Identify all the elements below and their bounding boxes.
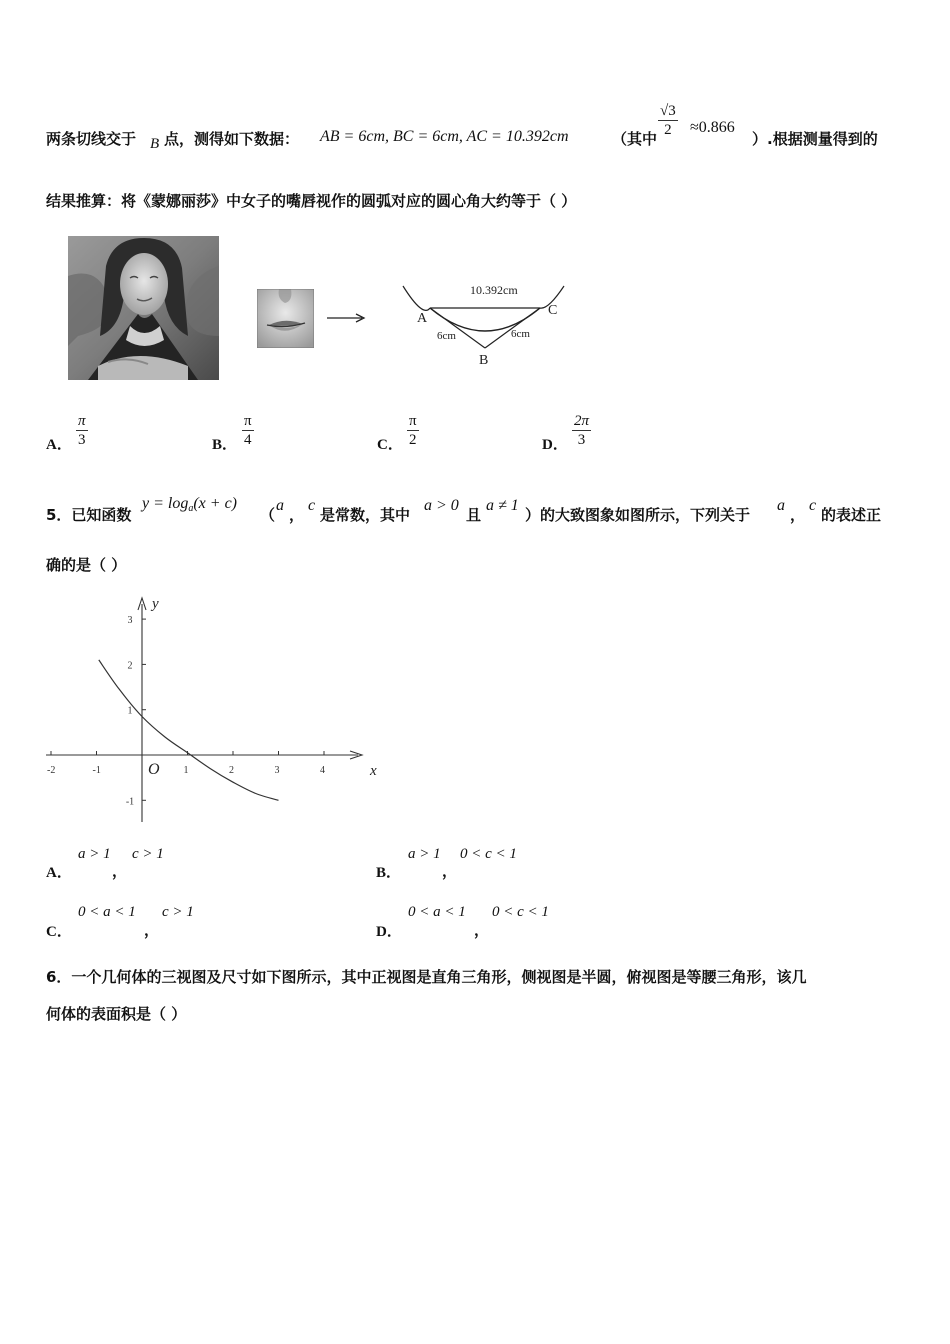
q4-line2: 结果推算：将《蒙娜丽莎》中女子的嘴唇视作的圆弧对应的圆心角大约等于（ ） bbox=[46, 192, 577, 210]
q5-option-b-sep: ， bbox=[442, 862, 458, 880]
q4-option-a-label: A． bbox=[46, 437, 72, 453]
q4-option-a-den: 3 bbox=[78, 432, 86, 448]
label-point-c: C bbox=[548, 303, 558, 318]
q4-option-d-den: 3 bbox=[577, 432, 586, 448]
q4-point-b: B bbox=[150, 136, 160, 152]
q4-option-a-num: π bbox=[78, 413, 86, 429]
q5-comma-2: ， bbox=[790, 506, 806, 524]
q4-option-c-value bbox=[407, 412, 419, 449]
x-tick-label: 2 bbox=[229, 765, 234, 776]
q5-stem-2: （ bbox=[260, 506, 276, 524]
q5-option-a-expr1: a > 1 bbox=[78, 846, 111, 862]
q5-option-a-expr2: c > 1 bbox=[132, 846, 164, 862]
q5-option-d-sep: ， bbox=[474, 921, 490, 939]
y-tick-label: 1 bbox=[127, 705, 133, 717]
q5-option-c-expr2: c > 1 bbox=[162, 904, 194, 920]
x-tick-label: -1 bbox=[92, 765, 101, 776]
x-tick-label: 3 bbox=[274, 765, 280, 776]
label-bc-length: 6cm bbox=[511, 328, 530, 340]
q5-func-arg: (x + c) bbox=[193, 495, 237, 512]
q4-option-b-den: 4 bbox=[244, 432, 252, 448]
q5-var-c2: c bbox=[809, 497, 817, 514]
q4-frac-den: 2 bbox=[664, 122, 672, 138]
q5-var-c1: c bbox=[308, 497, 316, 514]
q5-option-c-sep: ， bbox=[144, 921, 160, 939]
q4-option-c-den: 2 bbox=[409, 432, 417, 448]
q5-option-d-expr1: 0 < a < 1 bbox=[408, 904, 466, 920]
label-ac-length: 10.392cm bbox=[470, 283, 518, 297]
q5-option-b-label: B． bbox=[376, 865, 402, 881]
q4-sqrt3-fraction bbox=[658, 102, 678, 139]
x-tick-label: 1 bbox=[183, 765, 189, 776]
q5-stem-6: 的表述正 bbox=[821, 506, 882, 524]
q5-var-a1: a bbox=[276, 497, 284, 514]
label-point-a: A bbox=[417, 311, 428, 326]
q5-func-base: a bbox=[188, 503, 194, 514]
y-tick-label: 2 bbox=[127, 660, 133, 672]
q5-var-a2: a bbox=[777, 497, 785, 514]
q5-option-d-label: D． bbox=[376, 924, 402, 940]
q4-option-d-num: 2π bbox=[574, 413, 590, 429]
label-ab-length: 6cm bbox=[437, 330, 456, 342]
q5-origin-label: O bbox=[148, 761, 160, 778]
q5-comma-1: ， bbox=[289, 506, 305, 524]
q5-stem-1: 5．已知函数 bbox=[46, 506, 132, 524]
q4-approx: ≈0.866 bbox=[690, 119, 735, 136]
x-tick-label: -2 bbox=[47, 765, 56, 776]
q5-option-b-expr1: a > 1 bbox=[408, 846, 441, 862]
mona-lisa-image bbox=[68, 236, 219, 380]
arrow-right-icon bbox=[326, 310, 368, 324]
q4-text-1: 两条切线交于 bbox=[46, 130, 137, 148]
y-tick-label: -1 bbox=[125, 796, 135, 808]
q5-option-a-label: A． bbox=[46, 865, 72, 881]
q5-line2: 确的是（ ） bbox=[46, 556, 127, 574]
y-tick-label: 3 bbox=[127, 615, 133, 627]
q5-options bbox=[46, 840, 746, 940]
q5-cond-a-ne1: a ≠ 1 bbox=[486, 497, 519, 514]
arc-tangent-figure bbox=[398, 278, 572, 370]
q4-text-2: 点，测得如下数据： bbox=[164, 130, 300, 148]
q4-option-c-label: C． bbox=[377, 437, 403, 453]
lips-image bbox=[257, 289, 314, 348]
q5-stem-5: ）的大致图象如图所示，下列关于 bbox=[525, 506, 751, 524]
x-tick-label: 4 bbox=[320, 765, 325, 776]
q5-x-axis-label: x bbox=[370, 763, 377, 779]
q5-graph-svg bbox=[40, 592, 385, 824]
q5-cond-a-pos: a > 0 bbox=[424, 497, 459, 514]
q5-option-d-expr2: 0 < c < 1 bbox=[492, 904, 549, 920]
q5-option-c-label: C． bbox=[46, 924, 72, 940]
q4-frac-num: √3 bbox=[660, 103, 676, 119]
q5-curve-series bbox=[99, 660, 279, 800]
q5-y-axis-label: y bbox=[152, 596, 159, 612]
q4-option-b-num: π bbox=[244, 413, 252, 429]
q4-option-b-value bbox=[242, 412, 254, 449]
q4-option-d-label: D． bbox=[542, 437, 568, 453]
q4-option-c-num: π bbox=[409, 413, 417, 429]
q4-text-4: ）.根据测量得到的 bbox=[752, 130, 878, 148]
q5-function bbox=[142, 495, 237, 514]
q4-option-a-value bbox=[76, 412, 88, 449]
q5-function-graph bbox=[40, 592, 385, 824]
q4-data-equation: AB = 6cm, BC = 6cm, AC = 10.392cm bbox=[320, 128, 569, 145]
q5-option-a-sep: ， bbox=[112, 862, 128, 880]
q5-option-c-expr1: 0 < a < 1 bbox=[78, 904, 136, 920]
label-point-b: B bbox=[479, 353, 489, 368]
q5-stem-4: 且 bbox=[466, 506, 482, 524]
q4-options bbox=[46, 410, 646, 458]
q6-line2: 何体的表面积是（ ） bbox=[46, 1005, 187, 1023]
q4-option-d-value bbox=[572, 412, 591, 449]
q4-text-3: （其中 bbox=[612, 130, 658, 148]
q4-option-b-label: B． bbox=[212, 437, 238, 453]
q6-line1: 6．一个几何体的三视图及尺寸如下图所示，其中正视图是直角三角形，侧视图是半圆，俯视图是等腰三角形，该几 bbox=[46, 968, 807, 986]
q5-option-b-expr2: 0 < c < 1 bbox=[460, 846, 517, 862]
q5-func-log: y = log bbox=[142, 495, 189, 512]
q5-line1 bbox=[46, 494, 906, 524]
q5-stem-3: 是常数，其中 bbox=[320, 506, 411, 524]
